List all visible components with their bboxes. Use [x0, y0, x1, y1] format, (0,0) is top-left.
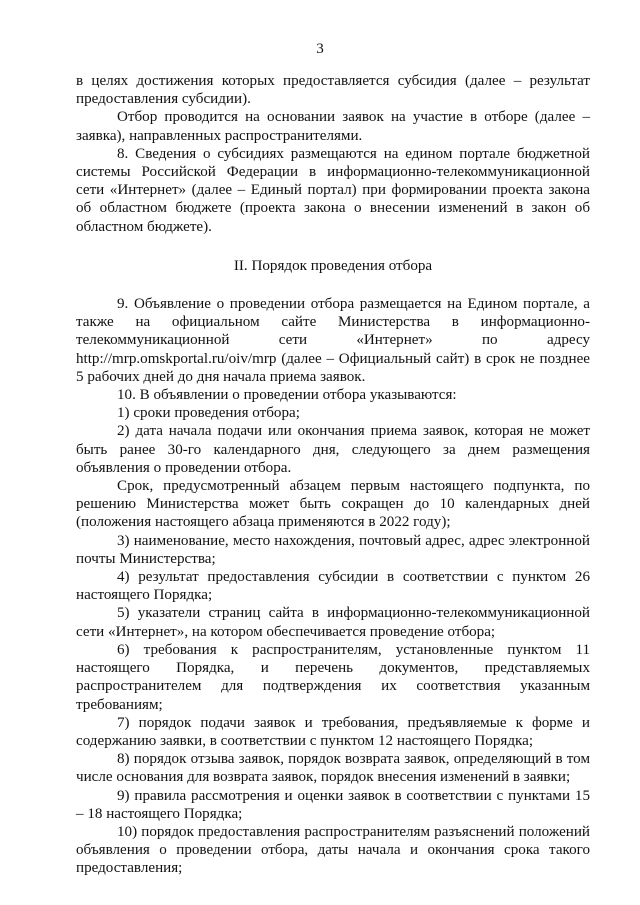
section-heading: II. Порядок проведения отбора [233, 257, 433, 274]
list-item-9: 9) правила рассмотрения и оценки заявок в соответствии с пунктами 15 – 18 настоящего Порядка; [76, 787, 590, 822]
list-item-2: 2) дата начала подачи или окончания приема заявок, которая не может быть ранее 30-го календарного дня, следующего за днем размещения объявления о проведении отбора. [76, 423, 590, 476]
list-item-7: 7) порядок подачи заявок и требования, предъявляемые к форме и содержанию заявки, в соответствии с пунктом 12 настоящего Порядка; [76, 714, 590, 749]
paragraph-item-10: 10. В объявлении о проведении отбора указываются: [117, 387, 457, 404]
paragraph-item-9: 9. Объявление о проведении отбора размещается на Едином портале, а также на официальном сайте Министерства в информационно-телекоммуникационной сети «Интернет» по адресу http://mrp.omskportal.ru/oiv/mrp (далее – Официальный сайт) в срок не позднее 5 рабочих дней до дня начала приема заявок. [76, 296, 590, 385]
paragraph-item-8: 8. Сведения о субсидиях размещаются на едином портале бюджетной системы Российской Федерации в информационно-телекоммуникационной сети «Интернет» (далее – Единый портал) при формировании проекта закона об областном бюджете (проекта закона о внесении изменений в закон об областном бюджете). [76, 145, 590, 235]
list-item-1: 1) сроки проведения отбора; [117, 405, 300, 422]
list-item-10: 10) порядок предоставления распространителям разъяснений положений объявления о проведении отбора, даты начала и окончания срока такого предоставления; [76, 823, 590, 877]
paragraph-selection-basis: Отбор проводится на основании заявок на участие в отборе (далее – заявка), направленных распространителями. [76, 109, 590, 144]
page-number: 3 [316, 41, 324, 57]
paragraph-result-continuation: в целях достижения которых предоставляется субсидия (далее – результат предоставления субсидии). [76, 73, 590, 108]
paragraph-deadline-reduction: Срок, предусмотренный абзацем первым настоящего подпункта, по решению Министерства может быть сокращен до 10 календарных дней (положения настоящего абзаца применяются в 2022 году); [76, 478, 590, 531]
list-item-5: 5) указатели страниц сайта в информационно-телекоммуникационной сети «Интернет», на котором обеспечивается проведение отбора; [76, 605, 590, 640]
list-item-4: 4) результат предоставления субсидии в соответствии с пунктом 26 настоящего Порядка; [76, 569, 590, 604]
document-body [76, 72, 590, 878]
list-item-8: 8) порядок отзыва заявок, порядок возврата заявок, определяющий в том числе основания для возврата заявок, порядок внесения изменений в заявки; [76, 751, 590, 786]
list-item-6: 6) требования к распространителям, установленные пунктом 11 настоящего Порядка, и перечень документов, представляемых распространителем для подтверждения их соответствия указанным требованиям; [76, 641, 590, 713]
list-item-3: 3) наименование, место нахождения, почтовый адрес, адрес электронной почты Министерства; [76, 532, 590, 567]
